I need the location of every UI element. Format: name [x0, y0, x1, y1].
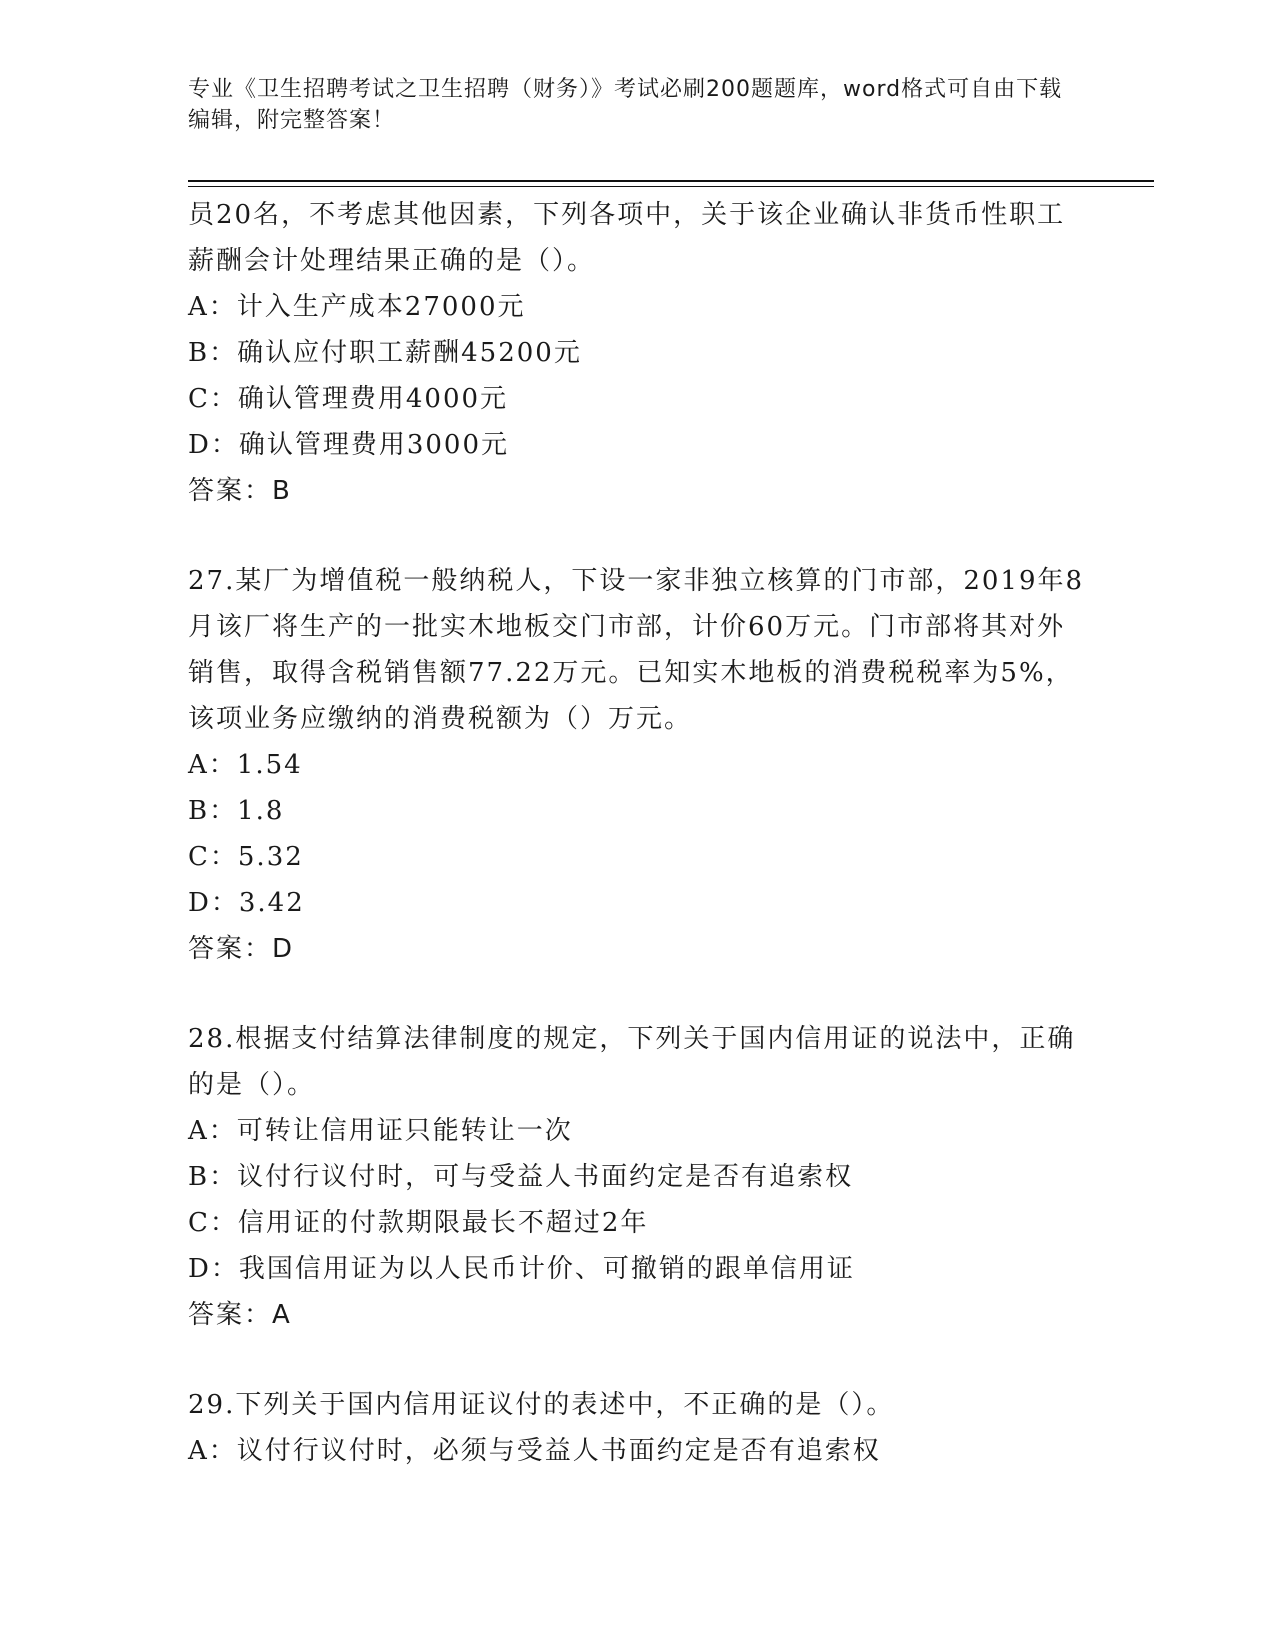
- option-d: D：确认管理费用3000元: [188, 430, 510, 460]
- option-d: D：3.42: [188, 888, 305, 918]
- answer-line: 答案：A: [188, 1300, 292, 1330]
- header-rule-thin: [188, 186, 1154, 187]
- question-block: [188, 192, 1088, 514]
- document-header: 专业《卫生招聘考试之卫生招聘（财务）》考试必刷200题题库，word格式可自由下载编辑，附完整答案！: [188, 77, 1063, 133]
- spacer: [188, 514, 1088, 558]
- option-a: A：议付行议付时，必须与受益人书面约定是否有追索权: [188, 1436, 881, 1466]
- header-rule-thick: [188, 180, 1154, 182]
- answer-line: 答案：D: [188, 934, 295, 964]
- option-d: D：我国信用证为以人民币计价、可撤销的跟单信用证: [188, 1254, 855, 1284]
- option-c: C：信用证的付款期限最长不超过2年: [188, 1208, 649, 1238]
- question-stem: 员20名，不考虑其他因素，下列各项中，关于该企业确认非货币性职工薪酬会计处理结果正确的是（）。: [188, 200, 1066, 276]
- option-c: C：确认管理费用4000元: [188, 384, 509, 414]
- question-block: [188, 558, 1088, 972]
- option-c: C：5.32: [188, 842, 304, 872]
- question-block: [188, 1382, 1088, 1474]
- question-block: [188, 1016, 1088, 1338]
- spacer: [188, 972, 1088, 1016]
- option-b: B：确认应付职工薪酬45200元: [188, 338, 582, 368]
- question-list: [188, 192, 1088, 1474]
- option-a: A：1.54: [188, 750, 303, 780]
- question-stem: 28.根据支付结算法律制度的规定，下列关于国内信用证的说法中，正确的是（）。: [188, 1024, 1076, 1100]
- question-stem: 29.下列关于国内信用证议付的表述中，不正确的是（）。: [188, 1390, 895, 1420]
- answer-line: 答案：B: [188, 476, 292, 506]
- spacer: [188, 1338, 1088, 1382]
- option-a: A：可转让信用证只能转让一次: [188, 1116, 573, 1146]
- option-b: B：1.8: [188, 796, 285, 826]
- option-b: B：议付行议付时，可与受益人书面约定是否有追索权: [188, 1162, 854, 1192]
- option-a: A：计入生产成本27000元: [188, 292, 526, 322]
- question-stem: 27.某厂为增值税一般纳税人，下设一家非独立核算的门市部，2019年8月该厂将生产的一批实木地板交门市部，计价60万元。门市部将其对外销售，取得含税销售额77.22万元。已知实木地板的消费税税率为5%，该项业务应缴纳的消费税额为（）万元。: [188, 566, 1085, 734]
